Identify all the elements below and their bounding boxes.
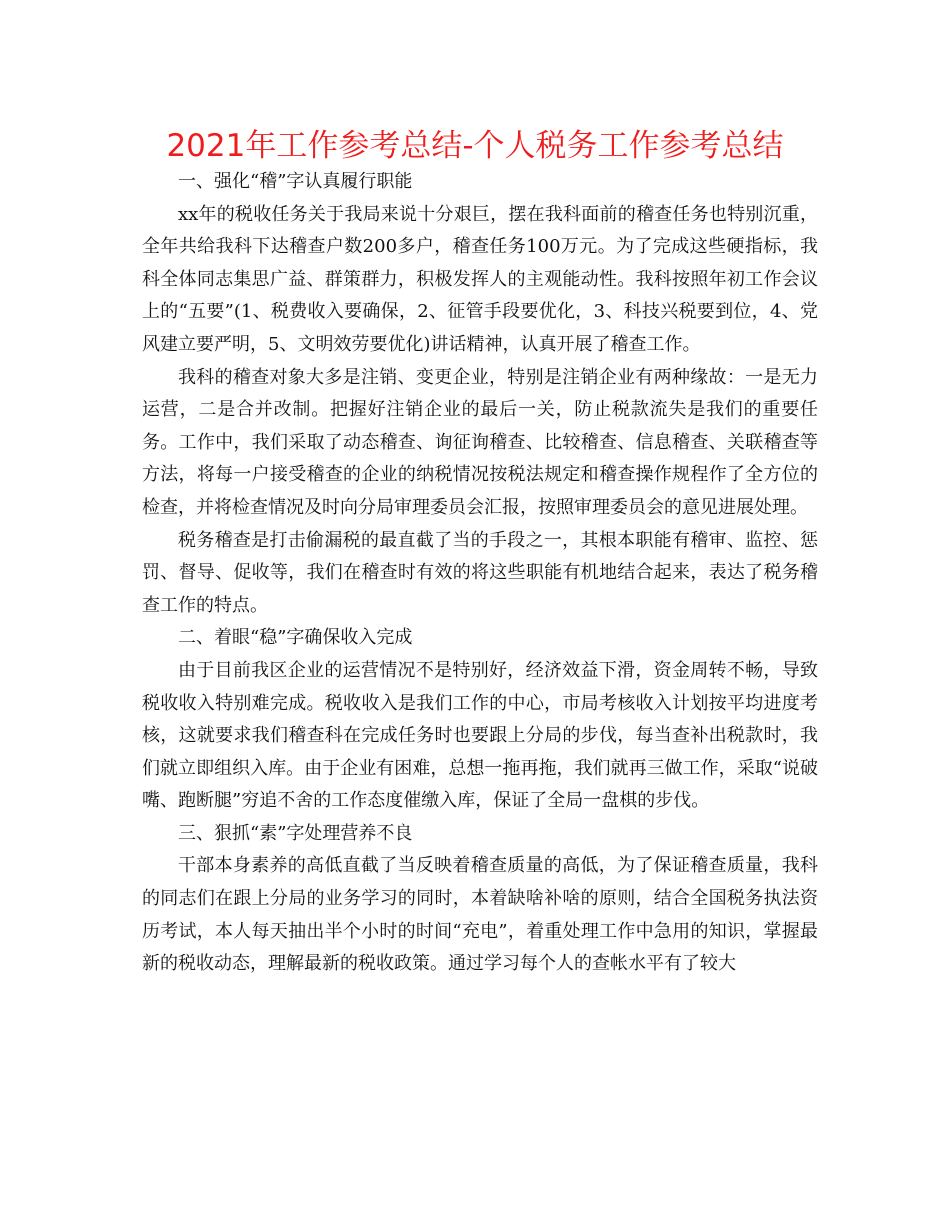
document-title: 2021年工作参考总结-个人税务工作参考总结 [166, 128, 784, 164]
section-heading-2: 二、着眼“稳”字确保收入完成 [178, 627, 413, 649]
document-body [142, 166, 818, 981]
section-heading-3: 三、狠抓“素”字处理营养不良 [178, 822, 413, 844]
paragraph-2: 我科的稽查对象大多是注销、变更企业，特别是注销企业有两种缘故：一是无力运营，二是合并改制。把握好注销企业的最后一关，防止税款流失是我们的重要任务。工作中，我们采取了动态稽查、询征询稽查、比较稽查、信息稽查、关联稽查等方法，将每一户接受稽查的企业的纳税情况按税法规定和稽查操作规程作了全方位的检查，并将检查情况及时向分局审理委员会汇报，按照审理委员会的意见进展处理。 [142, 366, 818, 518]
paragraph-5: 干部本身素养的高低直截了当反映着稽查质量的高低，为了保证稽查质量，我科的同志们在跟上分局的业务学习的同时，本着缺啥补啥的原则，结合全国税务执法资历考试，本人每天抽出半个小时的时间“充电”，着重处理工作中急用的知识，掌握最新的税收动态，理解最新的税收政策。通过学习每个人的查帐水平有了较大 [142, 855, 818, 975]
paragraph-4: 由于目前我区企业的运营情况不是特别好，经济效益下滑，资金周转不畅，导致税收收入特别难完成。税收收入是我们工作的中心，市局考核收入计划按平均进度考核，这就要求我们稽查科在完成任务时也要跟上分局的步伐，每当查补出税款时，我们就立即组织入库。由于企业有困难，总想一拖再拖，我们就再三做工作，采取“说破嘴、跑断腿”穷追不舍的工作态度催缴入库，保证了全局一盘棋的步伐。 [142, 659, 818, 812]
paragraph-1: xx年的税收任务关于我局来说十分艰巨，摆在我科面前的稽查任务也特别沉重，全年共给我科下达稽查户数200多户，稽查任务100万元。为了完成这些硬指标，我科全体同志集思广益、群策群力，积极发挥人的主观能动性。我科按照年初工作会议上的“五要”(1、税费收入要确保，2、征管手段要优化，3、科技兴税要到位，4、党风建立要严明，5、文明效劳要优化)讲话精神，认真开展了稽查工作。 [142, 203, 818, 355]
section-heading-1: 一、强化“稽”字认真履行职能 [178, 171, 413, 192]
paragraph-3: 税务稽查是打击偷漏税的最直截了当的手段之一，其根本职能有稽审、监控、惩罚、督导、促收等，我们在稽查时有效的将这些职能有机地结合起来，表达了税务稽查工作的特点。 [142, 529, 818, 616]
